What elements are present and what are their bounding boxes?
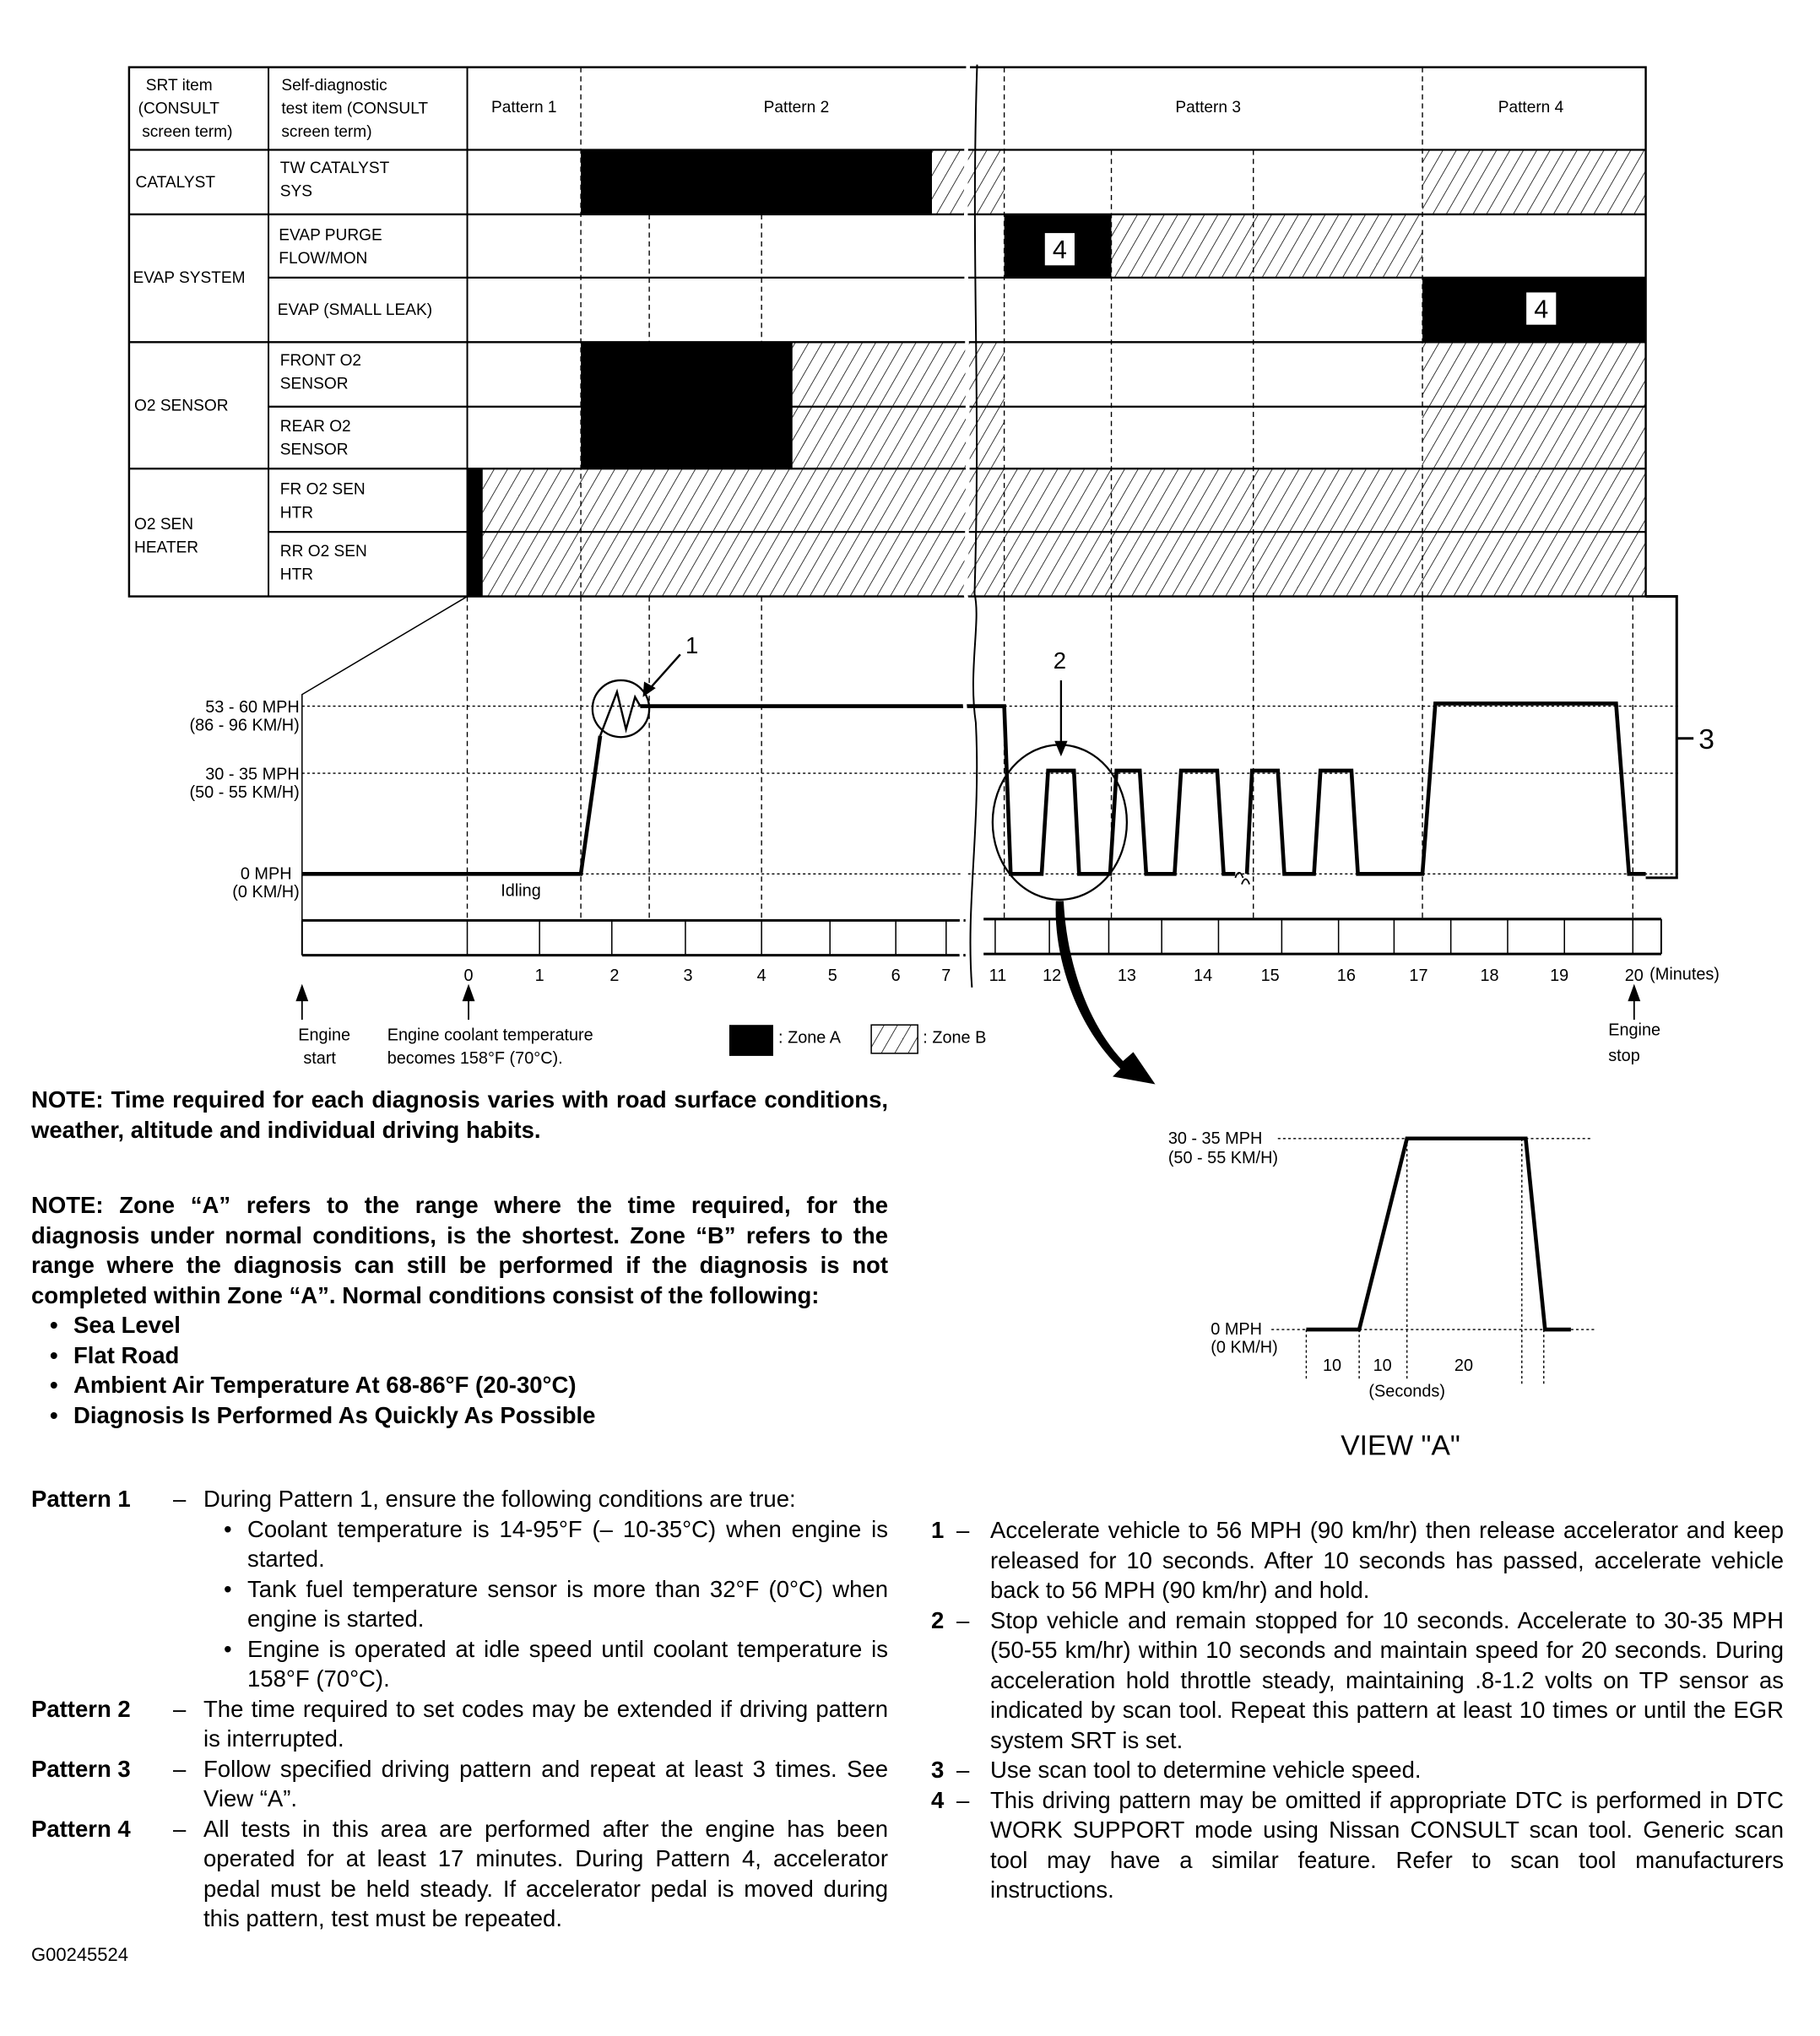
callout-1-label: 1 [685,631,699,658]
header-pattern-3: Pattern 3 [1175,99,1241,117]
callout-2-label: 2 [1053,647,1067,674]
item-label: SYS [279,182,313,201]
pattern-4-desc: Pattern 4 – All tests in this area are performed after the engine has been operated for at least 17 minutes. During Pattern 4, accelerator pedal must be held steady. If accelerator pedal is moved during this pattern, test must be repeated. [31,1814,888,1934]
footnote-text: Use scan tool to determine vehicle speed. [990,1757,1422,1783]
item-label: EVAP (SMALL LEAK) [277,301,433,320]
condition-item: • Diagnosis Is Performed As Quickly As Possible [50,1400,888,1431]
zone-a-bar [581,149,932,214]
svg-text:16: 16 [1336,967,1356,986]
legend [729,1025,986,1056]
svg-text:19: 19 [1550,967,1569,986]
svg-text:17: 17 [1409,967,1428,986]
zone-fills [468,149,1646,596]
view-a-detail [1168,1129,1595,1462]
figure-id: G00245524 [31,1944,128,1965]
note-2-text: NOTE: Zone “A” refers to the range where the time required, for the diagnosis under normal conditions, is the shortest. Zone “B” refers to the range where the diagnosis can still be performed if the diagnosis is not completed within Zone “A”. Normal conditions consist of the following: [31,1192,888,1308]
item-label: EVAP PURGE [279,226,382,245]
svg-text:5: 5 [827,967,837,986]
svg-text:13: 13 [1117,967,1136,986]
y-label-mid: (50 - 55 KM/H) [189,783,300,803]
pattern-descriptions [31,1484,888,1934]
svg-text:11: 11 [989,967,1007,986]
pattern-label: Pattern 1 [31,1486,131,1512]
pattern-bullet: • Coolant temperature is 14-95°F (– 10-35°C) when engine is started. [224,1514,888,1574]
zone-b-bar [793,342,1005,406]
item-label: FRONT O2 [279,351,362,370]
pattern-bullet: • Tank fuel temperature sensor is more than 32°F (0°C) when engine is started. [224,1574,888,1634]
pattern-1-desc: Pattern 1 – During Pattern 1, ensure the following conditions are true: • Coolant temperature is 14-95°F (– 10-35°C) when engine is started. • Tank fuel temperature sensor is more than 32°F (0°C) when engine is started. • Engine is operated at idle speed until coolant temperature is 158°F (70°C). [31,1484,888,1694]
view-a-trace [1306,1139,1570,1329]
group-label-o2-sen-heater: HEATER [134,539,199,557]
svg-text:1: 1 [534,967,544,986]
callout-4-box: 4 [1534,295,1549,324]
y-label-zero: 0 MPH [240,864,292,884]
condition-item: • Flat Road [50,1340,888,1371]
zone-b-bar [1422,407,1646,468]
normal-conditions-list [31,1310,888,1430]
view-a-unit: (Seconds) [1368,1382,1445,1401]
zone-b-bar [793,407,1005,468]
note-time-required [31,1085,888,1145]
svg-text:6: 6 [891,967,901,986]
footnote-text: Stop vehicle and remain stopped for 10 seconds. Accelerate to 30-35 MPH (50-55 km/hr) within 10 seconds and maintain speed for 20 seconds. During acceleration hold throttle steady, maintaining .8-1.2 volts on TP sensor as indicated by scan tool. Repeat this pattern at least 10 times or until the EGR system SRT is set. [990,1606,1784,1753]
srt-table [129,68,1646,597]
svg-text:12: 12 [1043,967,1062,986]
coolant-label: Engine coolant temperature [387,1026,593,1045]
x-axis-ticks [464,967,1644,985]
item-label: HTR [279,566,314,584]
group-label-catalyst: CATALYST [135,173,216,192]
group-label-o2-sen-heater: O2 SEN [134,516,194,534]
header-self-diag: test item (CONSULT [281,100,429,118]
header-pattern-2: Pattern 2 [763,99,830,117]
condition-item: • Ambient Air Temperature At 68-86°F (20-30°C) [50,1370,888,1400]
pattern-text: Follow specified driving pattern and repeat at least 3 times. See View “A”. [203,1755,888,1811]
svg-text:14: 14 [1194,967,1213,986]
pattern-label: Pattern 4 [31,1815,131,1842]
idling-label: Idling [501,881,541,901]
legend-zone-b: : Zone B [923,1028,987,1048]
pattern-text: The time required to set codes may be extended if driving pattern is interrupted. [203,1695,888,1752]
y-label-high: 53 - 60 MPH [205,698,300,717]
callout-4-box: 4 [1052,235,1067,264]
pattern-label: Pattern 3 [31,1755,131,1782]
item-label: TW CATALYST [279,160,390,178]
header-self-diag: screen term) [281,123,372,142]
pattern-text: During Pattern 1, ensure the following conditions are true: [203,1486,796,1512]
engine-start-label: start [303,1049,336,1069]
item-label: HTR [279,504,314,523]
view-a-seg: 10 [1322,1356,1342,1375]
item-label: FR O2 SEN [279,480,366,499]
svg-text:3: 3 [683,967,693,986]
zone-a-swatch [729,1025,773,1056]
item-label: SENSOR [279,375,349,393]
footnote-1: 1 – Accelerate vehicle to 56 MPH (90 km/hr) then release accelerator and keep released for 10 seconds. After 10 seconds has passed, accelerate vehicle back to 56 MPH (90 km/hr) and hold. [931,1515,1784,1606]
view-a-seg: 20 [1454,1356,1474,1375]
header-srt-item: (CONSULT [138,100,219,118]
zone-b-swatch [871,1025,918,1053]
callout-3-label: 3 [1698,723,1714,755]
note-1-text: NOTE: Time required for each diagnosis varies with road surface conditions, weather, altitude and individual driving habits. [31,1086,888,1143]
engine-stop-label: stop [1608,1047,1640,1066]
zone-a-bar [581,407,793,468]
engine-stop-label: Engine [1608,1021,1661,1040]
y-label-zero: (0 KM/H) [232,882,300,902]
zone-b-bar [1422,342,1646,406]
view-a-y-mid: (50 - 55 KM/H) [1167,1148,1279,1167]
item-label: REAR O2 [279,417,351,436]
footnote-text: Accelerate vehicle to 56 MPH (90 km/hr) then release accelerator and keep released for 10 seconds. After 10 seconds has passed, accelerate vehicle back to 56 MPH (90 km/hr) and hold. [990,1517,1784,1603]
pattern-3-desc: Pattern 3 – Follow specified driving pattern and repeat at least 3 times. See View “A”. [31,1754,888,1814]
footnote-text: This driving pattern may be omitted if appropriate DTC is performed in DTC WORK SUPPORT mode using Nissan CONSULT scan tool. Generic scan tool may have a similar feature. Refer to scan tool manufacturers instructions. [990,1786,1784,1903]
zone-b-bar [1422,149,1646,214]
footnote-4: 4 – This driving pattern may be omitted if appropriate DTC is performed in DTC WORK SUPPORT mode using Nissan CONSULT scan tool. Generic scan tool may have a similar feature. Refer to scan tool manufacturers instructions. [931,1785,1784,1905]
view-a-title: VIEW "A" [1341,1430,1460,1462]
header-srt-item: screen term) [142,123,233,142]
note-zones [31,1190,888,1430]
footnotes [931,1515,1784,1905]
pattern-bullet: • Engine is operated at idle speed until coolant temperature is 158°F (70°C). [224,1634,888,1694]
pattern-2-desc: Pattern 2 – The time required to set codes may be extended if driving pattern is interrupted. [31,1694,888,1754]
header-pattern-4: Pattern 4 [1498,99,1564,117]
zone-b-bar [932,149,1005,214]
coolant-label: becomes 158°F (70°C). [387,1049,563,1069]
zone-b-bar [1112,214,1423,278]
header-srt-item: SRT item [145,77,213,95]
header-pattern-1: Pattern 1 [491,99,557,117]
footnote-3: 3 – Use scan tool to determine vehicle speed. [931,1755,1784,1785]
footnote-2: 2 – Stop vehicle and remain stopped for 10 seconds. Accelerate to 30-35 MPH (50-55 km/hr) within 10 seconds and maintain speed for 20 seconds. During acceleration hold throttle steady, maintaining .8-1.2 volts on TP sensor as indicated by scan tool. Repeat this pattern at least 10 times or until the EGR system SRT is set. [931,1606,1784,1756]
svg-text:2: 2 [609,967,620,986]
item-label: SENSOR [279,441,349,459]
view-a-arrow-icon [1056,901,1156,1084]
group-label-o2-sensor: O2 SENSOR [134,397,229,415]
view-a-seg: 10 [1373,1356,1392,1375]
speed-trace [302,736,600,875]
group-label-evap-system: EVAP SYSTEM [133,268,246,287]
view-a-y-zero: (0 KM/H) [1211,1338,1278,1357]
y-label-high: (86 - 96 KM/H) [189,716,300,735]
condition-item: • Sea Level [50,1310,888,1340]
svg-text:4: 4 [756,967,766,986]
item-label: FLOW/MON [279,250,368,268]
y-label-mid: 30 - 35 MPH [205,765,300,784]
svg-text:0: 0 [463,967,474,986]
svg-text:7: 7 [941,967,951,986]
svg-text:15: 15 [1260,967,1280,986]
pattern-text: All tests in this area are performed after the engine has been operated for at least 17 minutes. During Pattern 4, accelerator pedal must be held steady. If accelerator pedal is moved during this pattern, test must be repeated. [203,1815,888,1931]
svg-text:18: 18 [1480,967,1499,986]
header-self-diag: Self-diagnostic [281,77,387,95]
x-axis-unit: (Minutes) [1649,965,1720,984]
view-a-y-zero: 0 MPH [1211,1320,1262,1340]
svg-text:20: 20 [1624,967,1644,986]
engine-start-label: Engine [298,1026,351,1045]
pattern-label: Pattern 2 [31,1695,131,1722]
legend-zone-a: : Zone A [778,1028,842,1048]
item-label: RR O2 SEN [279,543,367,561]
view-a-y-mid: 30 - 35 MPH [1167,1129,1263,1148]
zone-a-bar [581,342,793,406]
